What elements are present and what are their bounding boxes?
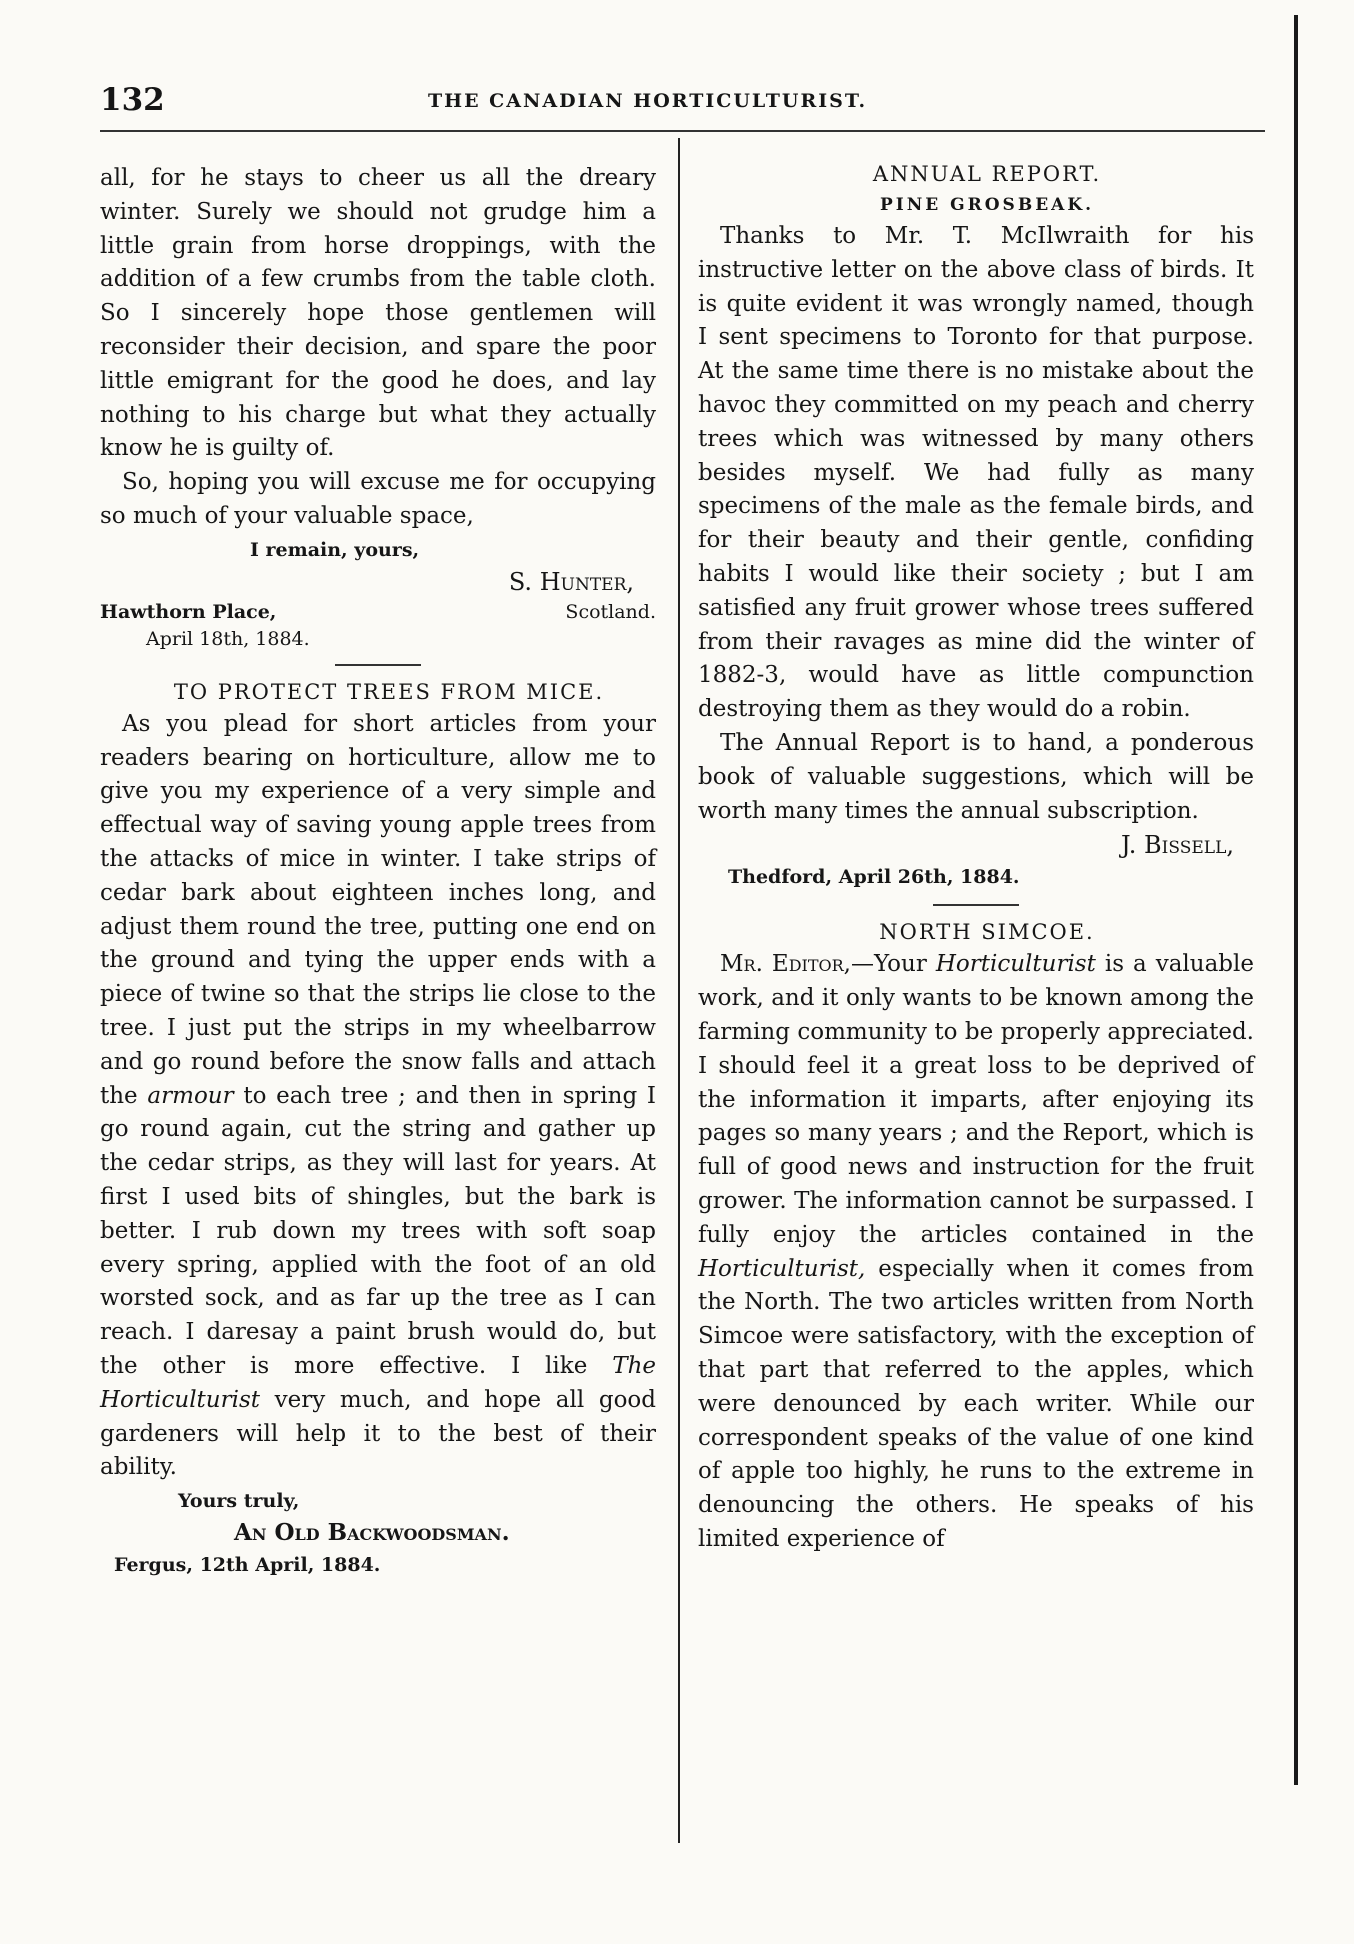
article-subtitle: PINE GROSBEAK. (879, 195, 1095, 215)
italic-title: Horticulturist (935, 951, 1096, 978)
running-title: THE CANADIAN HORTICULTURIST. (428, 90, 868, 112)
closing-line: I remain, yours, (250, 538, 420, 561)
article-paragraph: The Annual Report is to hand, a ponderous book of valuable suggestions, which will be worth many times the annual subscription. (698, 729, 1254, 824)
italic-title: Horticulturist, (698, 1255, 866, 1282)
page-header (100, 82, 1250, 122)
signature: An Old Backwoodsman. (234, 1519, 510, 1547)
page-number: 132 (100, 82, 165, 118)
letter-paragraph: So, hoping you will excuse me for occupying so much of your valuable space, (100, 469, 656, 529)
article-date: Thedford, April 26th, 1884. (728, 866, 1020, 889)
letter-date: April 18th, 1884. (146, 627, 310, 650)
article-title: NORTH SIMCOE. (879, 920, 1095, 945)
section-rule (933, 904, 1019, 906)
right-column (698, 158, 1254, 1557)
salutation: Mr. Editor, (720, 951, 851, 978)
address-place: Hawthorn Place, (100, 600, 277, 623)
left-column (100, 162, 656, 1581)
signature: J. Bissell, (1121, 831, 1234, 860)
address-country: Scotland. (565, 600, 656, 623)
italic-title: The Horticulturist (100, 1352, 656, 1413)
signature: S. Hunter, (508, 567, 634, 596)
address-line (100, 598, 656, 626)
article-date: Fergus, 12th April, 1884. (114, 1554, 381, 1577)
letter-paragraph: all, for he stays to cheer us all the dreary winter. Surely we should not grudge him a little grain from horse droppings, with the addition of a few crumbs from the table cloth. So I sincerely hope those gentlemen will reconsider their decision, and spare the poor little emigrant for the good he does, and lay nothing to his charge but what they actually know he is guilty of. (100, 165, 656, 462)
article-paragraph: As you plead for short articles from your readers bearing on horticulture, allow me to give you my experience of a very simple and effectual way of saving young apple trees from the attacks of mice in winter. I take strips of cedar bark about eighteen inches long, and adjust them round the tree, putting one end on the ground and tying the upper ends with a piece of twine so that the strips lie close to the tree. I just put the strips in my wheelbarrow and go round before the snow falls and attach the armour to each tree ; and then in spring I go round again, cut the string and gather up the cedar strips, as they will last for years. At first I used bits of shingles, but the bark is better. I rub down my trees with soft soap every spring, applied with the foot of an old worsted sock, and as far up the tree as I can reach. I daresay a paint brush would do, but the other is more effective. I like The Horticulturist very much, and hope all good gardeners will help it to the best of their ability. (100, 710, 657, 1481)
letter-closing-block (100, 534, 656, 598)
column-divider (678, 138, 680, 1843)
article-title: ANNUAL REPORT. (872, 162, 1102, 186)
article-closing-block (100, 1485, 656, 1581)
article-paragraph: Thanks to Mr. T. McIlwraith for his instructive letter on the above class of birds. It is quite evident it was wrongly named, though I sent specimens to Toronto for that purpose. At the same time there is no mistake about the havoc they committed on my peach and cherry trees which was witnessed by many others besides myself. We had fully as many specimens of the male as the female birds, and for their beauty and their gentle, confiding habits I would like their society ; but I am satisfied any fruit grower whose trees suffered from their ravages as mine did the winter of 1882-3, would have as little compunction destroying them as they would do a robin. (698, 223, 1254, 723)
section-rule (335, 664, 421, 666)
article-title: TO PROTECT TREES FROM MICE. (173, 679, 605, 704)
closing-line: Yours truly, (178, 1490, 300, 1513)
header-rule (100, 130, 1265, 132)
italic-term: armour (147, 1082, 234, 1109)
article-paragraph: Mr. Editor,—Your Horticulturist is a valuable work, and it only wants to be known among the farming community to be properly appreciated. I should feel it a great loss to be deprived of the information it imparts, after enjoying its pages so many years ; and the Report, which is full of good news and instruction for the fruit grower. The information cannot be surpassed. I fully enjoy the articles contained in the Horticulturist, especially when it comes from the North. The two articles written from North Simcoe were satisfactory, with the exception of that part that referred to the apples, which were denounced by each writer. While our correspondent speaks of the value of one kind of apple too highly, he runs to the extreme in denouncing the others. He speaks of his limited experience of (698, 951, 1254, 1552)
page-edge-line (1294, 15, 1298, 1785)
